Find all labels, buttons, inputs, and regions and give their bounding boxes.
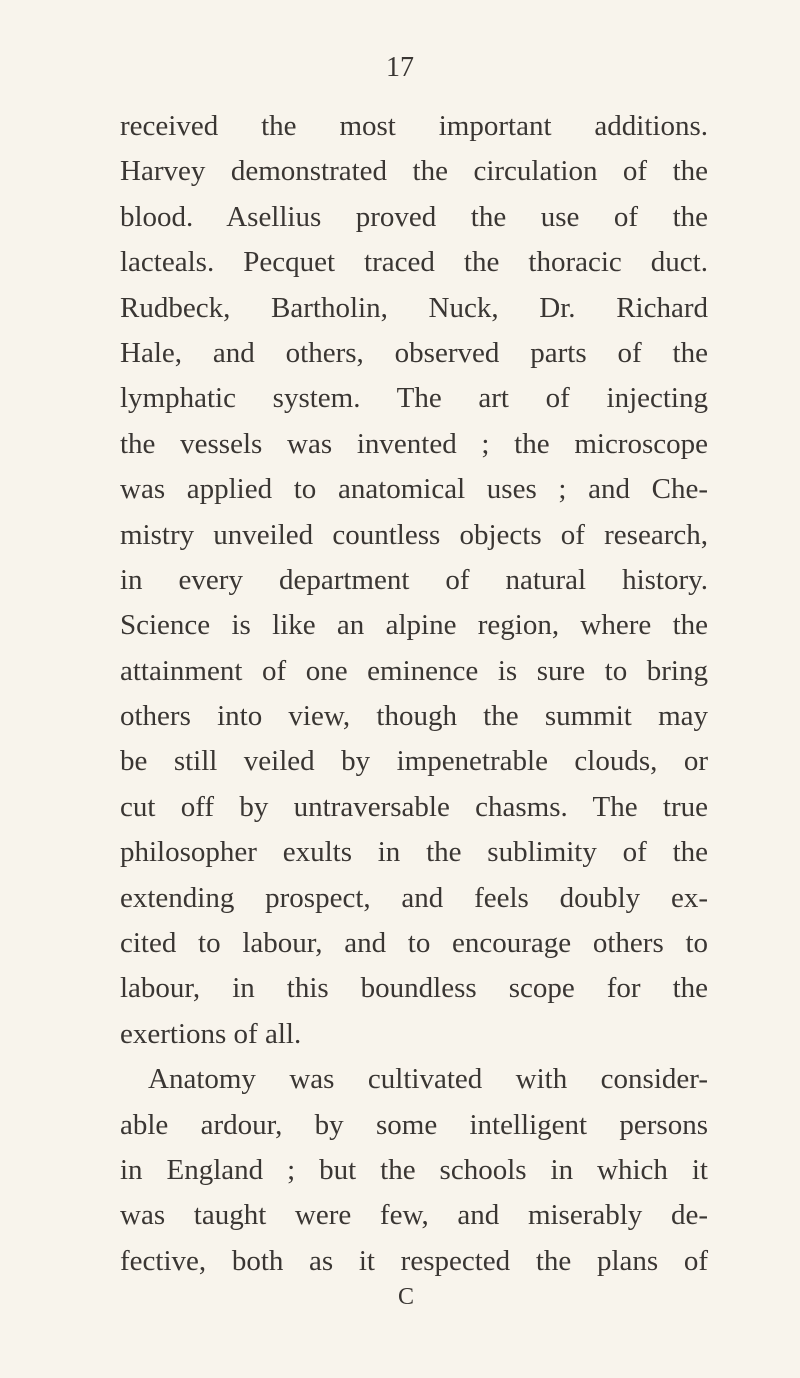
text-line: Rudbeck, Bartholin, Nuck, Dr. Richard — [120, 291, 708, 324]
text-line: was taught were few, and miserably de- — [120, 1199, 708, 1232]
text-line: Harvey demonstrated the circulation of the — [120, 155, 708, 188]
text-line: philosopher exults in the sublimity of the — [120, 836, 708, 869]
text-line: received the most important additions. — [120, 110, 708, 142]
text-line: Anatomy was cultivated with consider- — [148, 1063, 708, 1096]
text-line: blood. Asellius proved the use of the — [120, 200, 708, 233]
text-line: attainment of one eminence is sure to bring — [120, 654, 708, 687]
text-line: be still veiled by impenetrable clouds, or — [120, 745, 708, 778]
text-line: lymphatic system. The art of injecting — [120, 382, 708, 415]
text-line: extending prospect, and feels doubly ex- — [120, 881, 708, 914]
text-line: fective, both as it respected the plans of — [120, 1244, 708, 1277]
text-line: Science is like an alpine region, where the — [120, 609, 708, 642]
text-line: able ardour, by some intelligent persons — [120, 1108, 708, 1141]
text-line: cited to labour, and to encourage others to — [120, 927, 708, 960]
text-line: cut off by untraversable chasms. The true — [120, 790, 708, 823]
text-line: mistry unveiled countless objects of research, — [120, 518, 708, 551]
text-line: the vessels was invented ; the microscope — [120, 427, 708, 460]
text-line: lacteals. Pecquet traced the thoracic duct. — [120, 246, 708, 279]
text-line: labour, in this boundless scope for the — [120, 972, 708, 1005]
text-line: was applied to anatomical uses ; and Che- — [120, 473, 708, 506]
signature-mark: C — [398, 1284, 415, 1310]
body-text — [120, 104, 708, 1284]
text-line: in every department of natural history. — [120, 563, 708, 596]
text-line: others into view, though the summit may — [120, 700, 708, 733]
page-number: 17 — [386, 52, 414, 83]
text-line: Hale, and others, observed parts of the — [120, 336, 708, 369]
text-line: in England ; but the schools in which it — [120, 1153, 708, 1186]
text-line: exertions of all. — [120, 1017, 302, 1050]
